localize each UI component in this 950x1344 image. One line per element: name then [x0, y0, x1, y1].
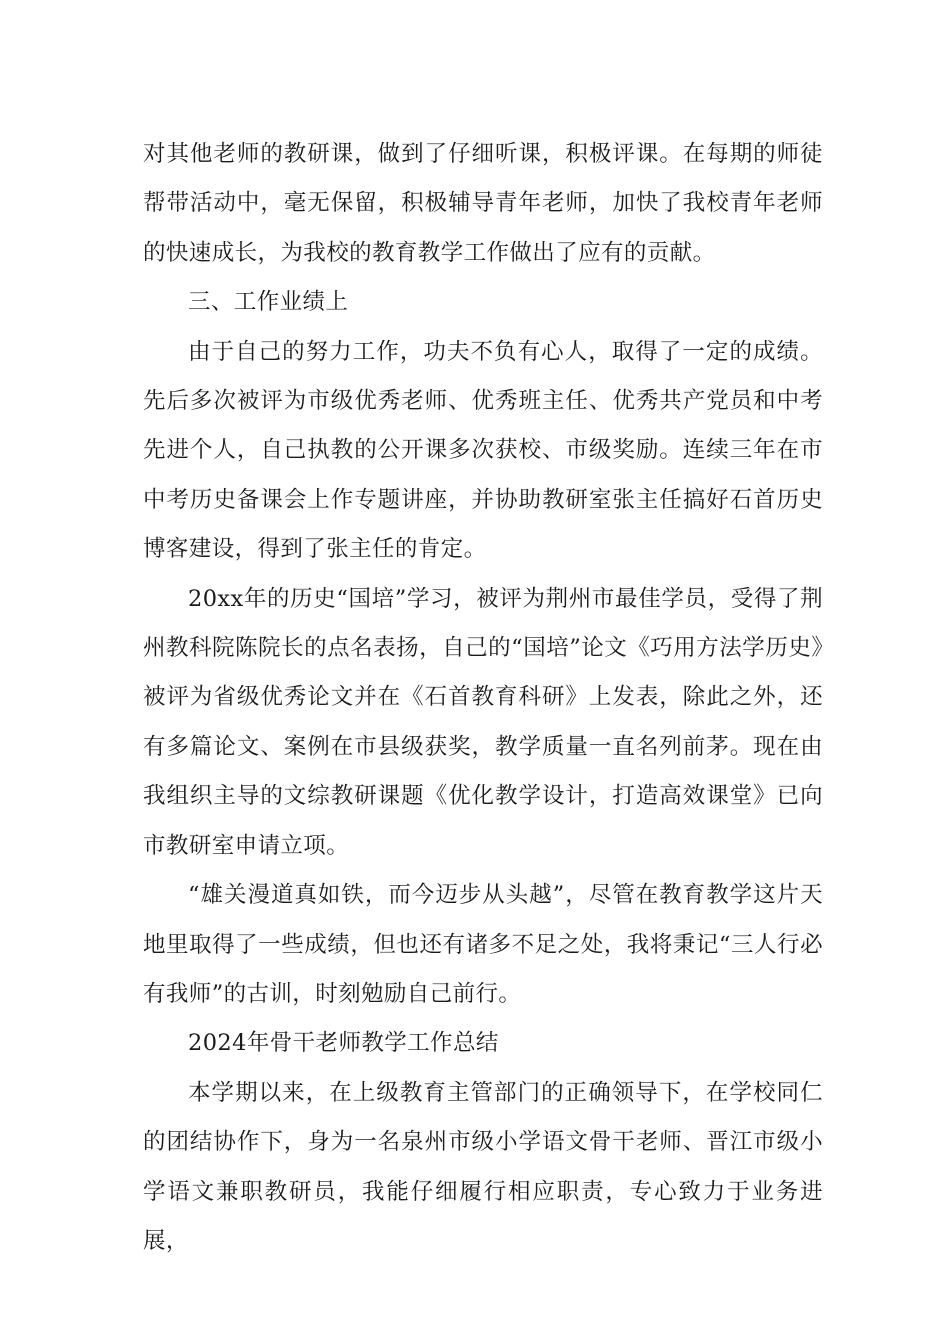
paragraph: “雄关漫道真如铁，而今迈步从头越”，尽管在教育教学这片天地里取得了一些成绩，但也还有诸多不足之处，我将秉记“三人行必有我师”的古训，时刻勉励自己前行。 [143, 882, 823, 1007]
paragraph: 对其他老师的教研课，做到了仔细听课，积极评课。在每期的师徒帮带活动中，毫无保留，积极辅导青年老师，加快了我校青年老师的快速成长，为我校的教育教学工作做出了应有的贡献。 [143, 141, 823, 266]
paragraph: 由于自己的努力工作，功夫不负有心人，取得了一定的成绩。先后多次被评为市级优秀老师、优秀班主任、优秀共产党员和中考先进个人，自己执教的公开课多次获校、市级奖励。连续三年在市中考历史备课会上作专题讲座，并协助教研室张主任搞好石首历史博客建设，得到了张主任的肯定。 [143, 338, 823, 563]
document-title: 2024年骨干老师教学工作总结 [188, 1030, 499, 1057]
paragraph: 本学期以来，在上级教育主管部门的正确领导下，在学校同仁的团结协作下，身为一名泉州市级小学语文骨干老师、晋江市级小学语文兼职教研员，我能仔细履行相应职责，专心致力于业务进展， [143, 1079, 823, 1254]
document-body [143, 130, 823, 1266]
section-heading: 三、工作业绩上 [188, 289, 349, 316]
paragraph: 20xx年的历史“国培”学习，被评为荆州市最佳学员，受得了荆州教科院陈院长的点名表扬，自己的“国培”论文《巧用方法学历史》被评为省级优秀论文并在《石首教育科研》上发表，除此之外，还有多篇论文、案例在市县级获奖，教学质量一直名列前茅。现在由我组织主导的文综教研课题《优化教学设计，打造高效课堂》已向市教研室申请立项。 [143, 585, 823, 859]
